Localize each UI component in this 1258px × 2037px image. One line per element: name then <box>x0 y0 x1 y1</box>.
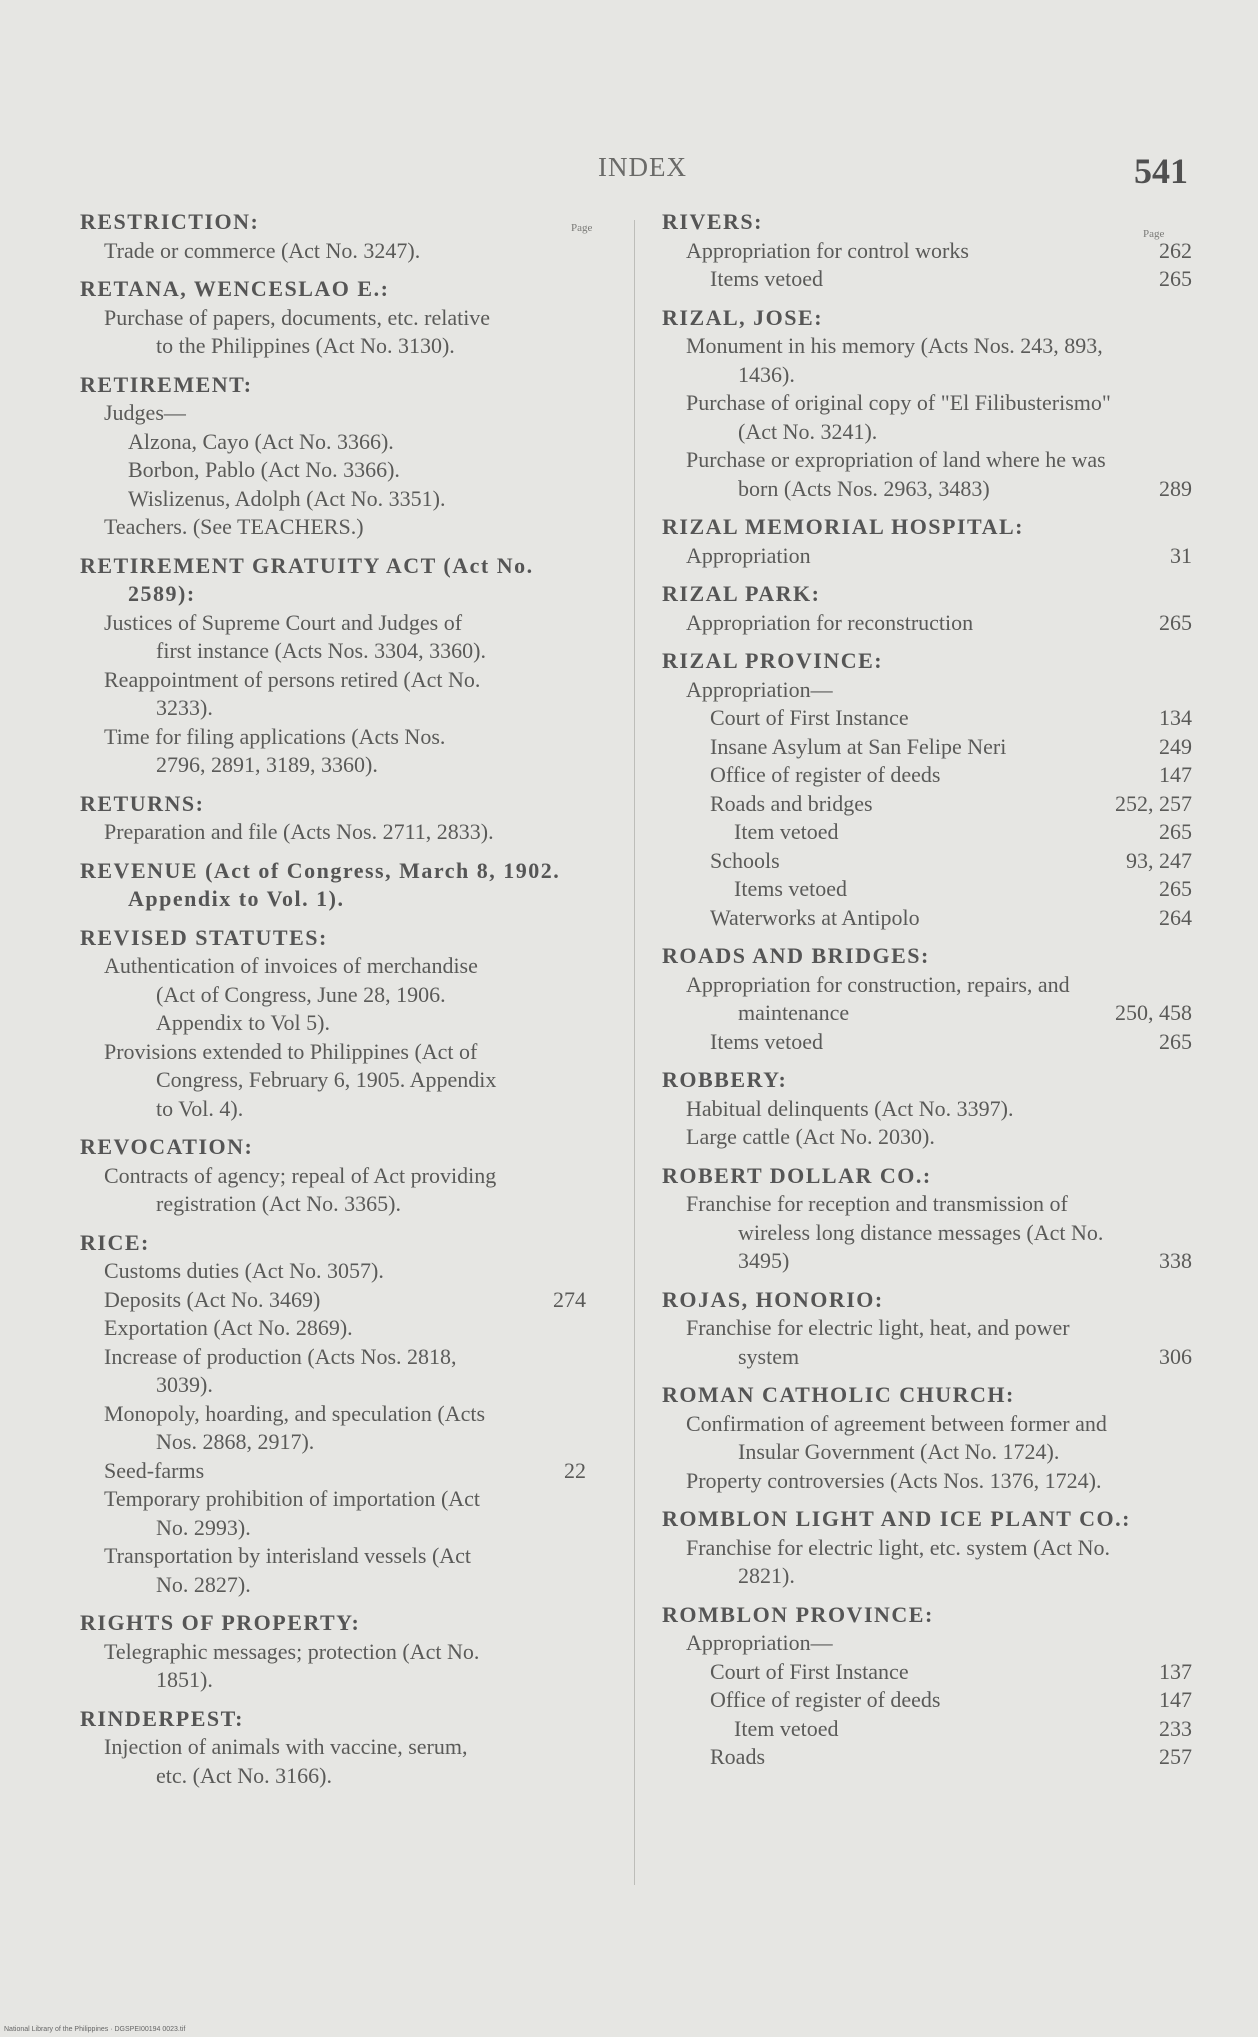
index-entry <box>80 609 578 666</box>
index-heading-text: RESTRICTION: <box>80 209 260 234</box>
index-entry-text: Insane Asylum at San Felipe Neri <box>710 733 1007 759</box>
index-heading <box>80 1705 578 1734</box>
index-page-ref: 265 <box>1159 609 1192 635</box>
index-entry-text: Transportation by interisland vessels (Act No. 2827). <box>104 1543 472 1597</box>
index-heading-text: RIZAL PROVINCE: <box>662 648 884 673</box>
index-entry <box>662 1715 1192 1744</box>
index-heading-text: ROMBLON PROVINCE: <box>662 1601 934 1627</box>
index-entry-text: Items vetoed <box>710 1028 824 1054</box>
index-entry <box>662 265 1192 294</box>
index-heading <box>662 208 1192 237</box>
index-entry <box>662 1743 1192 1772</box>
index-page-ref: 147 <box>1159 762 1192 787</box>
index-entry <box>662 542 1192 571</box>
index-entry-text: Habitual delinquents (Act No. 3397). <box>686 1095 1014 1121</box>
index-entry-text: Provisions extended to Philippines (Act of Congress, February 6, 1905. Appendix to Vol. 4). <box>104 1038 497 1121</box>
index-entry <box>662 1190 1192 1276</box>
index-entry-text: Court of First Instance <box>710 1658 909 1684</box>
index-entry-text: Contracts of agency; repeal of Act providing registration (Act No. 3365). <box>104 1162 497 1216</box>
index-entry <box>80 304 578 361</box>
index-entry-text: Monument in his memory (Acts Nos. 243, 893, 1436). <box>686 333 1103 387</box>
index-entry <box>662 1534 1192 1591</box>
index-page-ref: 306 <box>1159 1343 1192 1369</box>
index-entry-text: Items vetoed <box>710 266 824 291</box>
index-entry-text: Wislizenus, Adolph (Act No. 3351). <box>128 485 446 511</box>
index-entry <box>80 1542 578 1599</box>
index-entry <box>80 1162 578 1219</box>
index-entry <box>662 1095 1192 1124</box>
index-heading <box>662 1381 1192 1410</box>
index-entry <box>662 1467 1192 1496</box>
index-entry <box>662 790 1192 819</box>
index-heading-text: RETURNS: <box>80 790 205 816</box>
index-entry <box>80 1485 578 1542</box>
index-subheading-text: Appropriation— <box>686 676 833 702</box>
index-page-ref: 264 <box>1159 904 1192 930</box>
index-entry-text: Franchise for reception and transmission of wireless long distance messages (Act No. 3495) <box>686 1191 1104 1273</box>
index-subheading <box>662 676 1192 705</box>
index-entry <box>80 952 578 1038</box>
index-page-ref: 265 <box>1159 1028 1192 1054</box>
index-subheading-text: Appropriation— <box>686 1630 833 1655</box>
index-entry-text: Time for filing applications (Acts Nos. 2796, 2891, 3189, 3360). <box>104 723 446 777</box>
index-entry <box>80 1733 578 1790</box>
index-heading <box>80 857 578 914</box>
index-entry <box>80 428 578 457</box>
index-entry <box>80 1038 578 1124</box>
index-heading <box>662 942 1192 971</box>
index-heading-text: RIVERS: <box>662 209 763 234</box>
index-entry-text: Trade or commerce (Act No. 3247). <box>104 237 421 263</box>
index-entry <box>662 1028 1192 1057</box>
index-entry <box>80 237 578 266</box>
index-heading <box>662 1162 1192 1191</box>
index-entry-text: Authentication of invoices of merchandise (Act of Congress, June 28, 1906. Appendix to Vol 5). <box>104 953 478 1035</box>
index-entry-text: Large cattle (Act No. 2030). <box>686 1124 935 1149</box>
index-entry-text: Purchase of original copy of "El Filibusterismo" (Act No. 3241). <box>686 390 1111 444</box>
page-column-label-left: Page <box>571 222 593 234</box>
index-entry-text: Customs duties (Act No. 3057). <box>104 1258 384 1283</box>
index-page-ref: 262 <box>1159 237 1192 263</box>
index-entry <box>80 1457 586 1486</box>
index-entry-text: Alzona, Cayo (Act No. 3366). <box>128 428 394 454</box>
index-entry <box>662 1658 1192 1687</box>
index-page-ref: 147 <box>1159 1687 1192 1712</box>
index-entry-text: Increase of production (Acts Nos. 2818, 3039). <box>104 1343 457 1397</box>
index-entry <box>80 513 578 542</box>
index-entry-text: Roads and bridges <box>710 790 873 816</box>
index-entry <box>80 1343 578 1400</box>
index-page-ref: 265 <box>1159 876 1192 901</box>
index-entry-text: Deposits (Act No. 3469) <box>104 1286 321 1312</box>
index-entry-text: Items vetoed <box>734 876 848 901</box>
index-heading <box>662 647 1192 676</box>
index-page-ref: 134 <box>1159 705 1192 730</box>
index-entry-text: Item vetoed <box>734 1715 839 1741</box>
index-entry <box>80 666 578 723</box>
index-column-right <box>662 208 1192 1772</box>
index-entry <box>80 1314 578 1343</box>
index-heading <box>80 1133 578 1162</box>
index-subheading-text: Judges— <box>104 400 186 425</box>
index-entry <box>80 1400 578 1457</box>
index-entry-text: Office of register of deeds <box>710 762 941 787</box>
scan-footer: National Library of the Philippines · DGSPEI00194 0023.tif <box>4 2026 186 2033</box>
index-entry-text: Temporary prohibition of importation (Act No. 2993). <box>104 1486 481 1540</box>
index-heading-text: RICE: <box>80 1229 150 1255</box>
index-entry-text: Roads <box>710 1744 765 1769</box>
index-entry-text: Preparation and file (Acts Nos. 2711, 2833). <box>104 819 494 844</box>
index-heading-text: REVISED STATUTES: <box>80 924 328 950</box>
index-entry-text: Confirmation of agreement between former and Insular Government (Act No. 1724). <box>686 1410 1107 1464</box>
index-entry <box>662 237 1192 266</box>
index-entry <box>662 1314 1192 1371</box>
index-page-ref: 137 <box>1159 1658 1192 1684</box>
index-entry <box>662 818 1192 847</box>
index-heading <box>662 1286 1192 1315</box>
index-entry <box>662 609 1192 638</box>
index-page-ref: 31 <box>1170 542 1192 568</box>
index-page-ref: 22 <box>564 1457 586 1483</box>
index-entry <box>80 1257 578 1286</box>
index-heading <box>80 552 578 609</box>
index-entry-text: Borbon, Pablo (Act No. 3366). <box>128 457 400 482</box>
index-entry-text: Schools <box>710 847 780 873</box>
index-heading <box>80 1229 578 1258</box>
index-entry <box>662 389 1192 446</box>
index-heading-text: REVENUE (Act of Congress, March 8, 1902. Appendix to Vol. 1). <box>80 857 561 911</box>
index-heading-text: ROJAS, HONORIO: <box>662 1286 884 1312</box>
index-entry-text: Monopoly, hoarding, and speculation (Acts Nos. 2868, 2917). <box>104 1400 486 1454</box>
index-entry <box>80 1286 586 1315</box>
index-entry <box>662 704 1192 733</box>
page-number: 541 <box>1134 151 1188 191</box>
index-entry-text: Appropriation <box>686 542 811 568</box>
index-entry-text: Court of First Instance <box>710 705 909 730</box>
index-entry-text: Teachers. (See TEACHERS.) <box>104 514 364 539</box>
page-column-label-right: Page <box>1143 228 1165 240</box>
index-page-ref: 250, 458 <box>1115 1000 1192 1025</box>
index-entry <box>662 847 1192 876</box>
index-heading-text: RIZAL MEMORIAL HOSPITAL: <box>662 514 1024 539</box>
index-heading <box>80 208 578 237</box>
index-heading-text: RINDERPEST: <box>80 1705 245 1731</box>
index-entry <box>662 971 1192 1028</box>
index-entry <box>662 446 1192 503</box>
index-entry-text: Seed-farms <box>104 1457 205 1483</box>
index-heading <box>662 1505 1192 1534</box>
index-entry <box>662 1123 1192 1152</box>
index-entry <box>662 1686 1192 1715</box>
index-entry-text: Franchise for electric light, etc. system (Act No. 2821). <box>686 1534 1110 1588</box>
index-heading <box>662 304 1192 333</box>
index-heading-text: ROMBLON LIGHT AND ICE PLANT CO.: <box>662 1506 1131 1531</box>
index-entry-text: Telegraphic messages; protection (Act No. 1851). <box>104 1638 480 1692</box>
index-page-ref: 93, 247 <box>1126 847 1192 873</box>
index-heading-text: RIZAL PARK: <box>662 581 821 606</box>
index-entry <box>80 485 578 514</box>
index-entry-text: Justices of Supreme Court and Judges of first instance (Acts Nos. 3304, 3360). <box>104 609 486 663</box>
index-heading <box>80 1609 578 1638</box>
index-page-ref: 233 <box>1159 1715 1192 1741</box>
index-heading <box>80 924 578 953</box>
index-entry-text: Office of register of deeds <box>710 1687 941 1712</box>
index-heading-text: ROADS AND BRIDGES: <box>662 943 930 968</box>
index-heading <box>80 790 578 819</box>
index-entry-text: Appropriation for construction, repairs, and maintenance <box>686 971 1070 1025</box>
index-entry <box>662 733 1192 762</box>
index-entry-text: Item vetoed <box>734 819 839 844</box>
index-page-ref: 289 <box>1159 475 1192 501</box>
index-entry-text: Injection of animals with vaccine, serum, etc. (Act No. 3166). <box>104 1734 468 1788</box>
index-heading <box>662 1066 1192 1095</box>
index-entry-text: Appropriation for reconstruction <box>686 609 974 635</box>
index-subheading <box>662 1629 1192 1658</box>
index-heading <box>662 513 1192 542</box>
index-heading-text: ROBBERY: <box>662 1067 788 1092</box>
index-page-ref: 265 <box>1159 266 1192 291</box>
running-header: INDEX <box>598 152 687 182</box>
index-entry <box>662 761 1192 790</box>
index-entry <box>662 1410 1192 1467</box>
index-page-ref: 265 <box>1159 819 1192 844</box>
index-heading <box>80 275 578 304</box>
index-heading-text: ROBERT DOLLAR CO.: <box>662 1162 932 1188</box>
index-entry <box>80 1638 578 1695</box>
index-heading <box>662 1601 1192 1630</box>
index-entry-text: Waterworks at Antipolo <box>710 904 920 930</box>
index-entry <box>80 818 578 847</box>
index-page-ref: 338 <box>1159 1248 1192 1273</box>
index-entry <box>662 875 1192 904</box>
index-entry <box>662 332 1192 389</box>
index-entry <box>662 904 1192 933</box>
index-entry <box>80 723 578 780</box>
index-heading-text: RIGHTS OF PROPERTY: <box>80 1610 361 1635</box>
index-entry-text: Franchise for electric light, heat, and power system <box>686 1315 1070 1369</box>
index-page-ref: 252, 257 <box>1115 790 1192 816</box>
index-heading-text: ROMAN CATHOLIC CHURCH: <box>662 1382 1015 1407</box>
index-entry <box>80 456 578 485</box>
index-heading <box>662 580 1192 609</box>
index-page-ref: 274 <box>553 1286 586 1312</box>
index-heading <box>80 371 578 400</box>
index-heading-text: REVOCATION: <box>80 1134 254 1159</box>
index-entry-text: Exportation (Act No. 2869). <box>104 1315 353 1340</box>
index-heading-text: RETIREMENT GRATUITY ACT (Act No. 2589): <box>80 552 534 606</box>
index-entry-text: Purchase of papers, documents, etc. relative to the Philippines (Act No. 3130). <box>104 304 491 358</box>
index-subheading <box>80 399 578 428</box>
index-heading-text: RETANA, WENCESLAO E.: <box>80 276 390 301</box>
index-page-ref: 249 <box>1159 733 1192 759</box>
column-divider <box>634 220 635 1885</box>
index-heading-text: RETIREMENT: <box>80 371 253 397</box>
index-entry-text: Appropriation for control works <box>686 237 969 263</box>
index-entry-text: Property controversies (Acts Nos. 1376, 1724). <box>686 1467 1102 1493</box>
index-entry-text: Purchase or expropriation of land where he was born (Acts Nos. 2963, 3483) <box>686 447 1106 501</box>
index-entry-text: Reappointment of persons retired (Act No. 3233). <box>104 666 481 720</box>
index-page-ref: 257 <box>1159 1744 1192 1769</box>
index-heading-text: RIZAL, JOSE: <box>662 304 824 330</box>
